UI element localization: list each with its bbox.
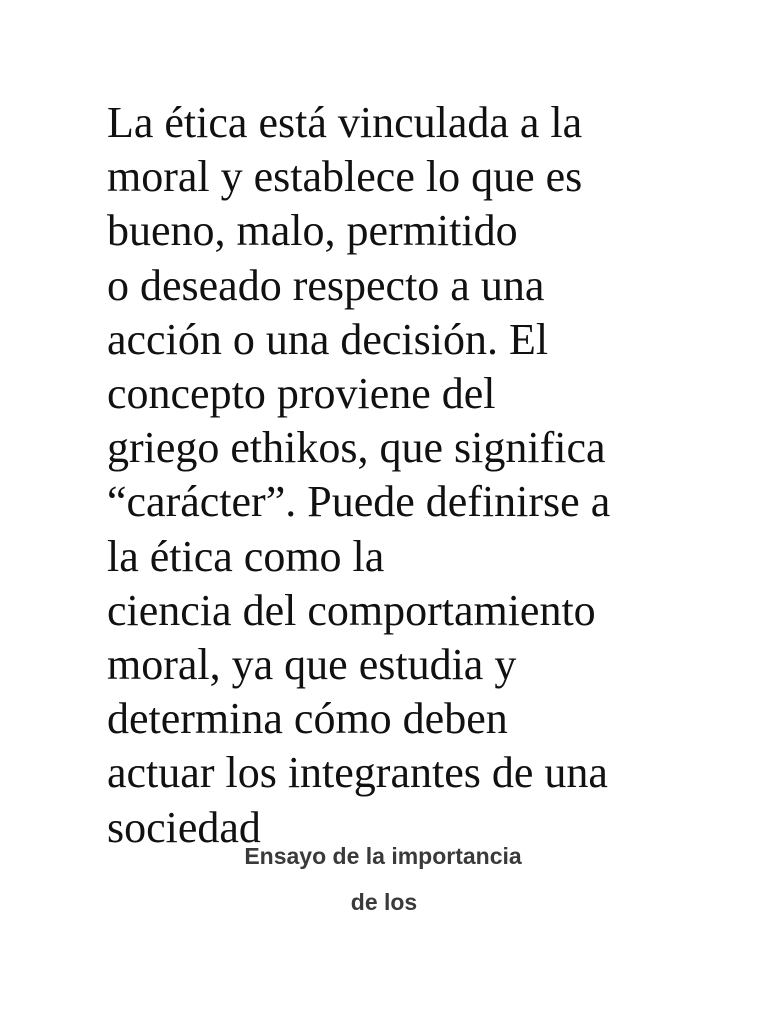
paragraph-line-9: la ética como la	[107, 531, 385, 581]
paragraph-line-1: La ética está vinculada a la	[107, 98, 583, 147]
paragraph-line-5: acción o una decisión. El	[107, 314, 549, 364]
paragraph-line-14: sociedad	[107, 802, 261, 852]
caption-title-line-2: de los	[350, 889, 418, 915]
paragraph-line-7: griego ethikos, que significa	[107, 423, 606, 473]
paragraph-line-2: moral y establece lo que es	[107, 152, 583, 202]
paragraph-line-10: ciencia del comportamiento	[107, 585, 596, 635]
body-paragraph	[107, 96, 610, 855]
paragraph-line-11: moral, ya que estudia y	[107, 640, 517, 690]
paragraph-line-4: o deseado respecto a una	[107, 260, 545, 310]
paragraph-line-12: determina cómo deben	[107, 694, 508, 744]
paragraph-line-8: “carácter”. Puede definirse a	[107, 477, 611, 527]
paragraph-line-13: actuar los integrantes de una	[107, 748, 608, 798]
paragraph-line-6: concepto proviene del	[107, 369, 496, 419]
paragraph-line-3: bueno, malo, permitido	[107, 206, 518, 256]
caption-title-line-1: Ensayo de la importancia	[244, 843, 522, 869]
